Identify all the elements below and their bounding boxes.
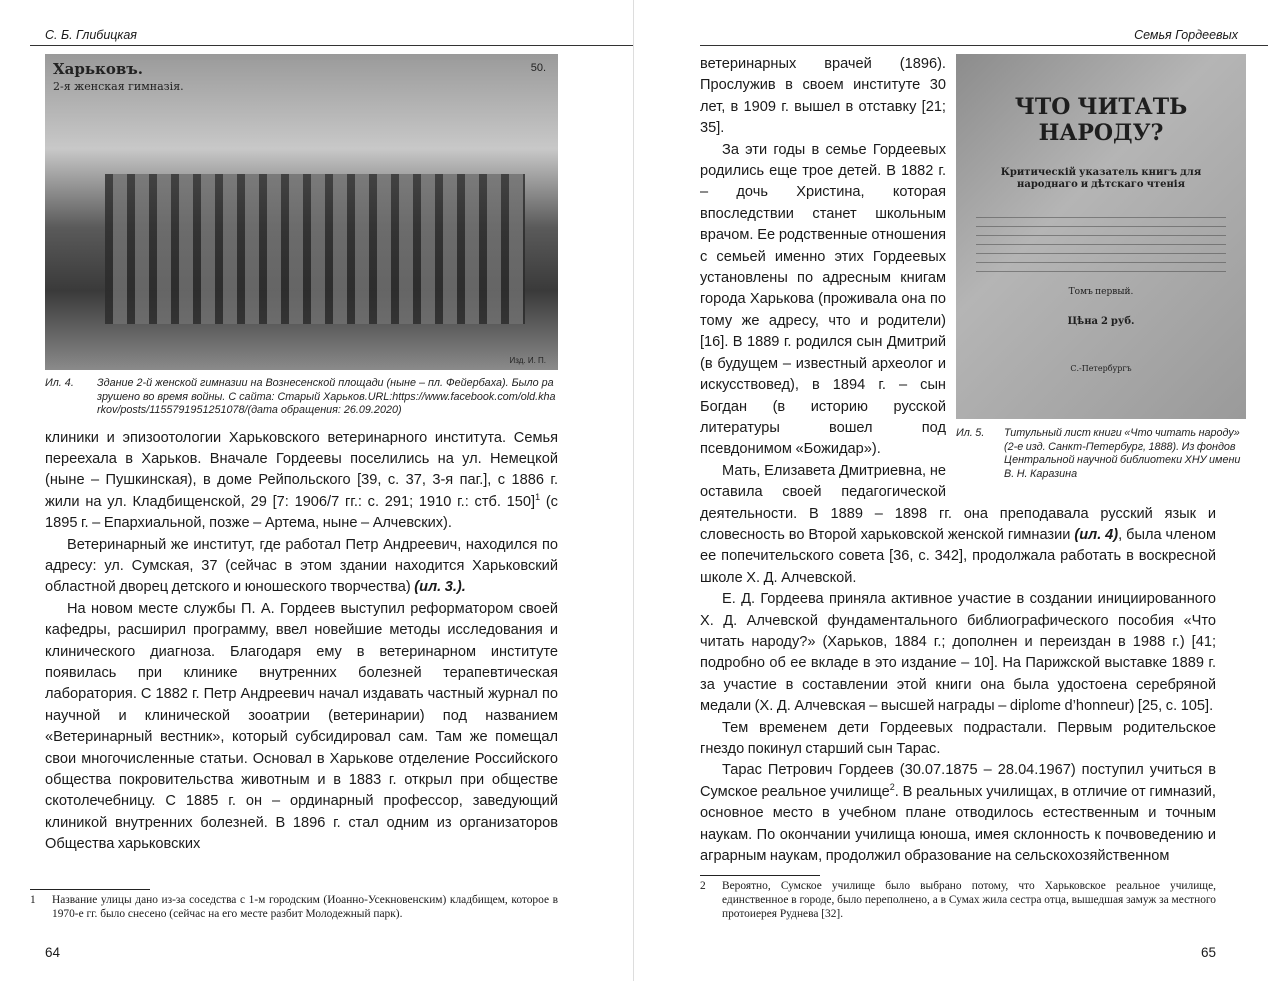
footnote-ref[interactable]: 2 — [889, 781, 895, 792]
footnote: 1 Название улицы дано из-за соседства с 1-м городским (Иоанно-Усекновенским) кладбищем, которое в 1970-е гг. было снесено (сейчас на его месте разбит Молодежный парк). — [30, 894, 558, 921]
paragraph: За эти годы в семье Гордеевых родились еще трое детей. В 1882 г. – дочь Христина, которая впоследствии станет школьным врачом. Ее родственные отношения с семьей именно этих Гордеевых установлены по адресным книгам города Харькова (проживала она по тому же адресу, что и родители) [16]. В 1889 г. родился сын Дмитрий (в будущем – известный археолог и искусствовед), в 1894 г. – сын Богдан (в историю русской литературы вошел под псевдонимом «Божидар»). — [700, 141, 946, 458]
paragraph: Ветеринарный же институт, где работал Петр Андреевич, находился по адресу: ул. Сумская, 37 (сейчас в этом здании находится Харьковский областной дворец детского и юношеского творчества) (ил. 3.). — [45, 536, 558, 596]
footnote-rule — [700, 875, 820, 876]
figure-caption: Ил. 5. Титульный лист книги «Что читать народу» (2-е изд. Санкт-Петербург, 1888). Из фондов Центральной научной библиотеки ХНУ имени В. Н. Каразина — [956, 427, 1241, 480]
footnote-rule — [30, 889, 150, 890]
page-number: 64 — [45, 945, 61, 961]
authors-list — [976, 217, 1226, 273]
book-title-page-photo — [956, 54, 1246, 419]
gymnasium-photo — [45, 54, 558, 370]
body-text — [45, 428, 558, 856]
footnote: 2 Вероятно, Сумское училище было выбрано потому, что Харьковское реальное училище, единственное в городе, было переполнено, а в Сумах жила сестра отца, вышедшая замуж за местного протоиерея Руднева [32]. — [700, 880, 1216, 921]
body-text — [700, 54, 1241, 867]
paragraph: Тем временем дети Гордеевых подрастали. Первым родительское гнездо покинул старший сын Тарас. — [700, 719, 1216, 757]
paragraph: На новом месте службы П. А. Гордеев выступил реформатором своей кафедры, расширил программу, ввел новейшие методы исследования и клинического диагноза. Благодаря ему в ветеринарном институте появилась при клинике внутренних болезней терапевтическая лаборатория. С 1882 г. Петр Андреевич начал издавать частный журнал по научной и клинической зооатрии (ветеринарии) под названием «Ветеринарный вестник», который субсидировал сам. Там же помещал свои многочисленные статьи. Основал в Харькове отделение Российского общества покровительства животным и в 1883 г. открыл при обществе скотолечебницу. С 1885 г. он – ординарный профессор, заведующий клиникой внутренних болезней. В 1896 г. стал одним из организаторов Общества харьковских — [45, 600, 558, 853]
footnote-ref[interactable]: 1 — [535, 491, 541, 502]
photo-number: 50. — [530, 62, 546, 74]
photo-label-building: 2-я женская гимназія. — [53, 80, 184, 93]
running-head: С. Б. Глибицкая — [30, 28, 633, 46]
paragraph: Мать, Елизавета Дмитриевна, не оставила своей педагогической деятельности. В 1889 – 1898 гг. она преподавала русский язык и словесность во Второй харьковской женской гимназии (ил. 4), была членом ее попечительского совета [36, с. 342], продолжала работать в воскресной школе Х. Д. Алчевской. — [700, 462, 1216, 586]
book-figure — [956, 54, 1248, 481]
book-title: ЧТО ЧИТАТЬ НАРОДУ? — [1014, 94, 1188, 147]
figure-ref[interactable]: (ил. 3.). — [410, 579, 466, 596]
photo-label-city: Харьковъ. — [53, 60, 144, 78]
paragraph: клиники и эпизоотологии Харьковского ветеринарного института. Семья переехала в Харьков. Вначале Гордеевы поселились на ул. Немецкой (ныне – Пушкинская), в доме Рейпольского [39, с. 37, 3-я паг.], с 1886 г. жили на ул. Кладбищенской, 29 [7: 1906/7 гг.: с. 291; 1910 г.: стб. 150]$^1$ (с 1895 г. – Епархиальной, позже – Артема, ныне – Алчевских). — [45, 429, 558, 532]
book-volume: Томъ первый. — [1068, 286, 1134, 297]
paragraph: Е. Д. Гордеева приняла активное участие в создании инициированного Х. Д. Алчевской фундаментального библиографического пособия «Что читать народу?» (Харьков, 1884 г.; дополнен и переиздан в 1988 г.) [41; подробно об ее вкладе в это издание – 10]. На Парижской выставке 1889 г. за участие в составлении этой книги она была удостоена серебряной медали (Х. Д. Алчевская – высшей награды – diplome d’honneur) [25, с. 105]. — [700, 591, 1216, 715]
figure-ref[interactable]: (ил. 4) — [1070, 526, 1119, 543]
book-price: Цѣна 2 руб. — [1067, 315, 1135, 327]
paragraph: ветеринарных врачей (1896). Прослужив в своем институте 30 лет, в 1909 г. вышел в отставку [21; 35]. — [700, 56, 946, 137]
running-head: Семья Гордеевых — [700, 28, 1268, 46]
publisher-mark: Изд. И. П. — [509, 356, 546, 365]
caption-text: Здание 2-й женской гимназии на Вознесенской площади (ныне – пл. Фейербаха). Было разрушено во время войны. С сайта: Старый Харьков.URL:https://www.facebook.com/old.kharkov/posts/1155791951251078/(дата обращения: 26.09.2020) — [97, 377, 556, 416]
page-number: 65 — [1200, 945, 1216, 961]
figure-caption — [45, 377, 558, 418]
spacer — [700, 867, 1246, 875]
caption-number: Ил. 4. — [45, 377, 74, 389]
paragraph: Тарас Петрович Гордеев (30.07.1875 – 28.04.1967) поступил учиться в Сумское реальное училище$^2$. В реальных училищах, в отличие от гимназий, основное место в учебном плане отводилось естественным и точным наукам. По окончании училища юноша, имея склонность к почвоведению и аграрным наукам, продолжил образование на сельскохозяйственном — [700, 762, 1216, 865]
book-city: С.-Петербургъ — [1070, 363, 1132, 373]
book-subtitle: Критическій указатель книгъ для народнаго и дѣтскаго чтенія — [1000, 166, 1202, 190]
right-page — [634, 0, 1268, 981]
spacer — [45, 856, 557, 890]
building-facade — [105, 174, 525, 324]
